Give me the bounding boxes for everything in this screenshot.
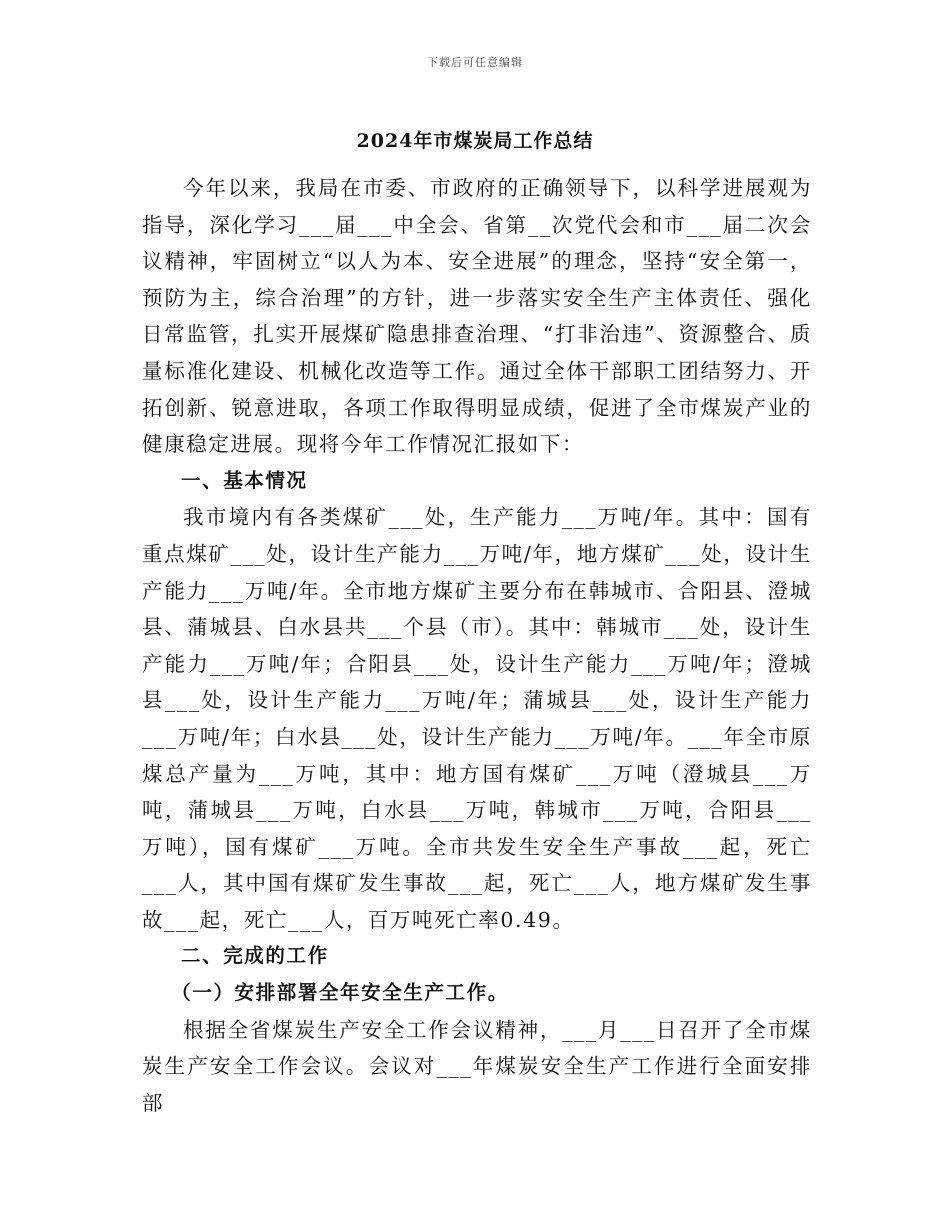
section-heading-basic-situation: 一、基本情况 <box>181 468 308 492</box>
safety-deployment-paragraph: 根据全省煤炭生产安全工作会议精神，___月___日召开了全市煤炭生产安全工作会议。会议对___年煤炭安全生产工作进行全面安排部 <box>142 1017 812 1115</box>
document-title: 2024年市煤炭局工作总结 <box>356 130 594 152</box>
subsection-heading-safety-deployment: （一）安排部署全年安全生产工作。 <box>171 981 509 1005</box>
intro-paragraph: 今年以来，我局在市委、市政府的正确领导下，以科学进展观为指导，深化学习___届___中全会、省第__次党代会和市___届二次会议精神，牢固树立“以人为本、安全进展”的理念，坚持“安全第一，预防为主，综合治理”的方针，进一步落实安全生产主体责任、强化日常监管，扎实开展煤矿隐患排查治理、“打非治违”、资源整合、质量标准化建设、机械化改造等工作。通过全体干部职工团结努力、开拓创新、锐意进取，各项工作取得明显成绩，促进了全市煤炭产业的健康稳定进展。现将今年工作情况汇报如下： <box>142 176 812 457</box>
document-body <box>142 170 812 1121</box>
basic-situation-paragraph: 我市境内有各类煤矿___处，生产能力___万吨/年。其中：国有重点煤矿___处，设计生产能力___万吨/年，地方煤矿___处，设计生产能力___万吨/年。全市地方煤矿主要分布在韩城市、合阳县、澄城县、蒲城县、白水县共___个县（市）。其中：韩城市___处，设计生产能力___万吨/年；合阳县___处，设计生产能力___万吨/年；澄城县___处，设计生产能力___万吨/年；蒲城县___处，设计生产能力___万吨/年；白水县___处，设计生产能力___万吨/年。___年全市原煤总产量为___万吨，其中：地方国有煤矿___万吨（澄城县___万吨，蒲城县___万吨，白水县___万吨，韩城市___万吨，合阳县___万吨），国有煤矿___万吨。全市共发生安全生产事故___起，死亡___人，其中国有煤矿发生事故___起，死亡___人，地方煤矿发生事故___起，死亡___人，百万吨死亡率0.49。 <box>142 505 812 932</box>
section-heading-completed-work: 二、完成的工作 <box>181 944 329 968</box>
header-note: 下载后可任意编辑 <box>427 56 523 69</box>
